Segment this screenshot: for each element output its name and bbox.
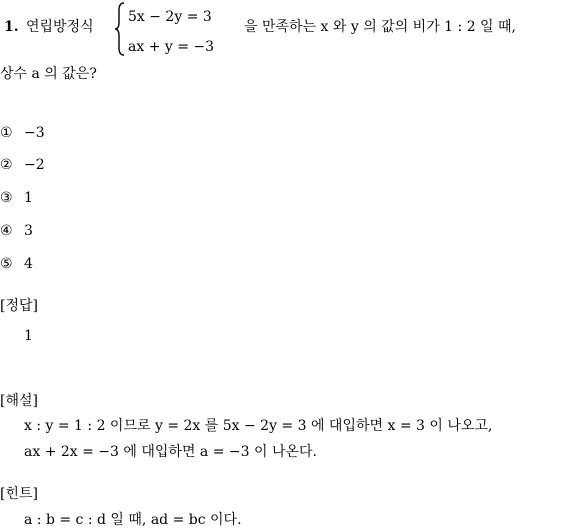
choice-4-text: 3 [24, 223, 33, 239]
choice-5-mark: ⑤ [0, 256, 13, 272]
equation-2: ax + y = −3 [128, 39, 215, 55]
choice-1-mark: ① [0, 125, 13, 141]
choice-4-mark: ④ [0, 223, 13, 239]
explanation-line-2: ax + 2x = −3 에 대입하면 a = −3 이 나온다. [24, 444, 317, 460]
hint-line-1: a : b = c : d 일 때, ad = bc 이다. [24, 512, 242, 528]
question-number: 1. [4, 19, 19, 35]
explanation-line-1: x : y = 1 : 2 이므로 y = 2x 를 5x − 2y = 3 에 대입하면 x = 3 이 나오고, [24, 418, 493, 434]
choice-3-mark: ③ [0, 190, 13, 206]
choice-1-text: −3 [24, 125, 45, 141]
question-line-2: 상수 a 의 값은? [0, 66, 97, 82]
choice-2-text: −2 [24, 157, 45, 173]
question-suffix: 을 만족하는 x 와 y 의 값의 비가 1 : 2 일 때, [244, 19, 516, 35]
equation-1: 5x − 2y = 3 [128, 9, 212, 25]
hint-label: [힌트] [0, 486, 38, 502]
question-prefix: 연립방정식 [26, 19, 94, 35]
explanation-label: [해설] [0, 393, 38, 409]
choice-2-mark: ② [0, 157, 13, 173]
choice-5-text: 4 [24, 256, 33, 272]
choice-3-text: 1 [24, 190, 33, 206]
system-brace [114, 2, 126, 56]
answer-label: [정답] [0, 298, 38, 314]
answer-value: 1 [24, 328, 33, 344]
